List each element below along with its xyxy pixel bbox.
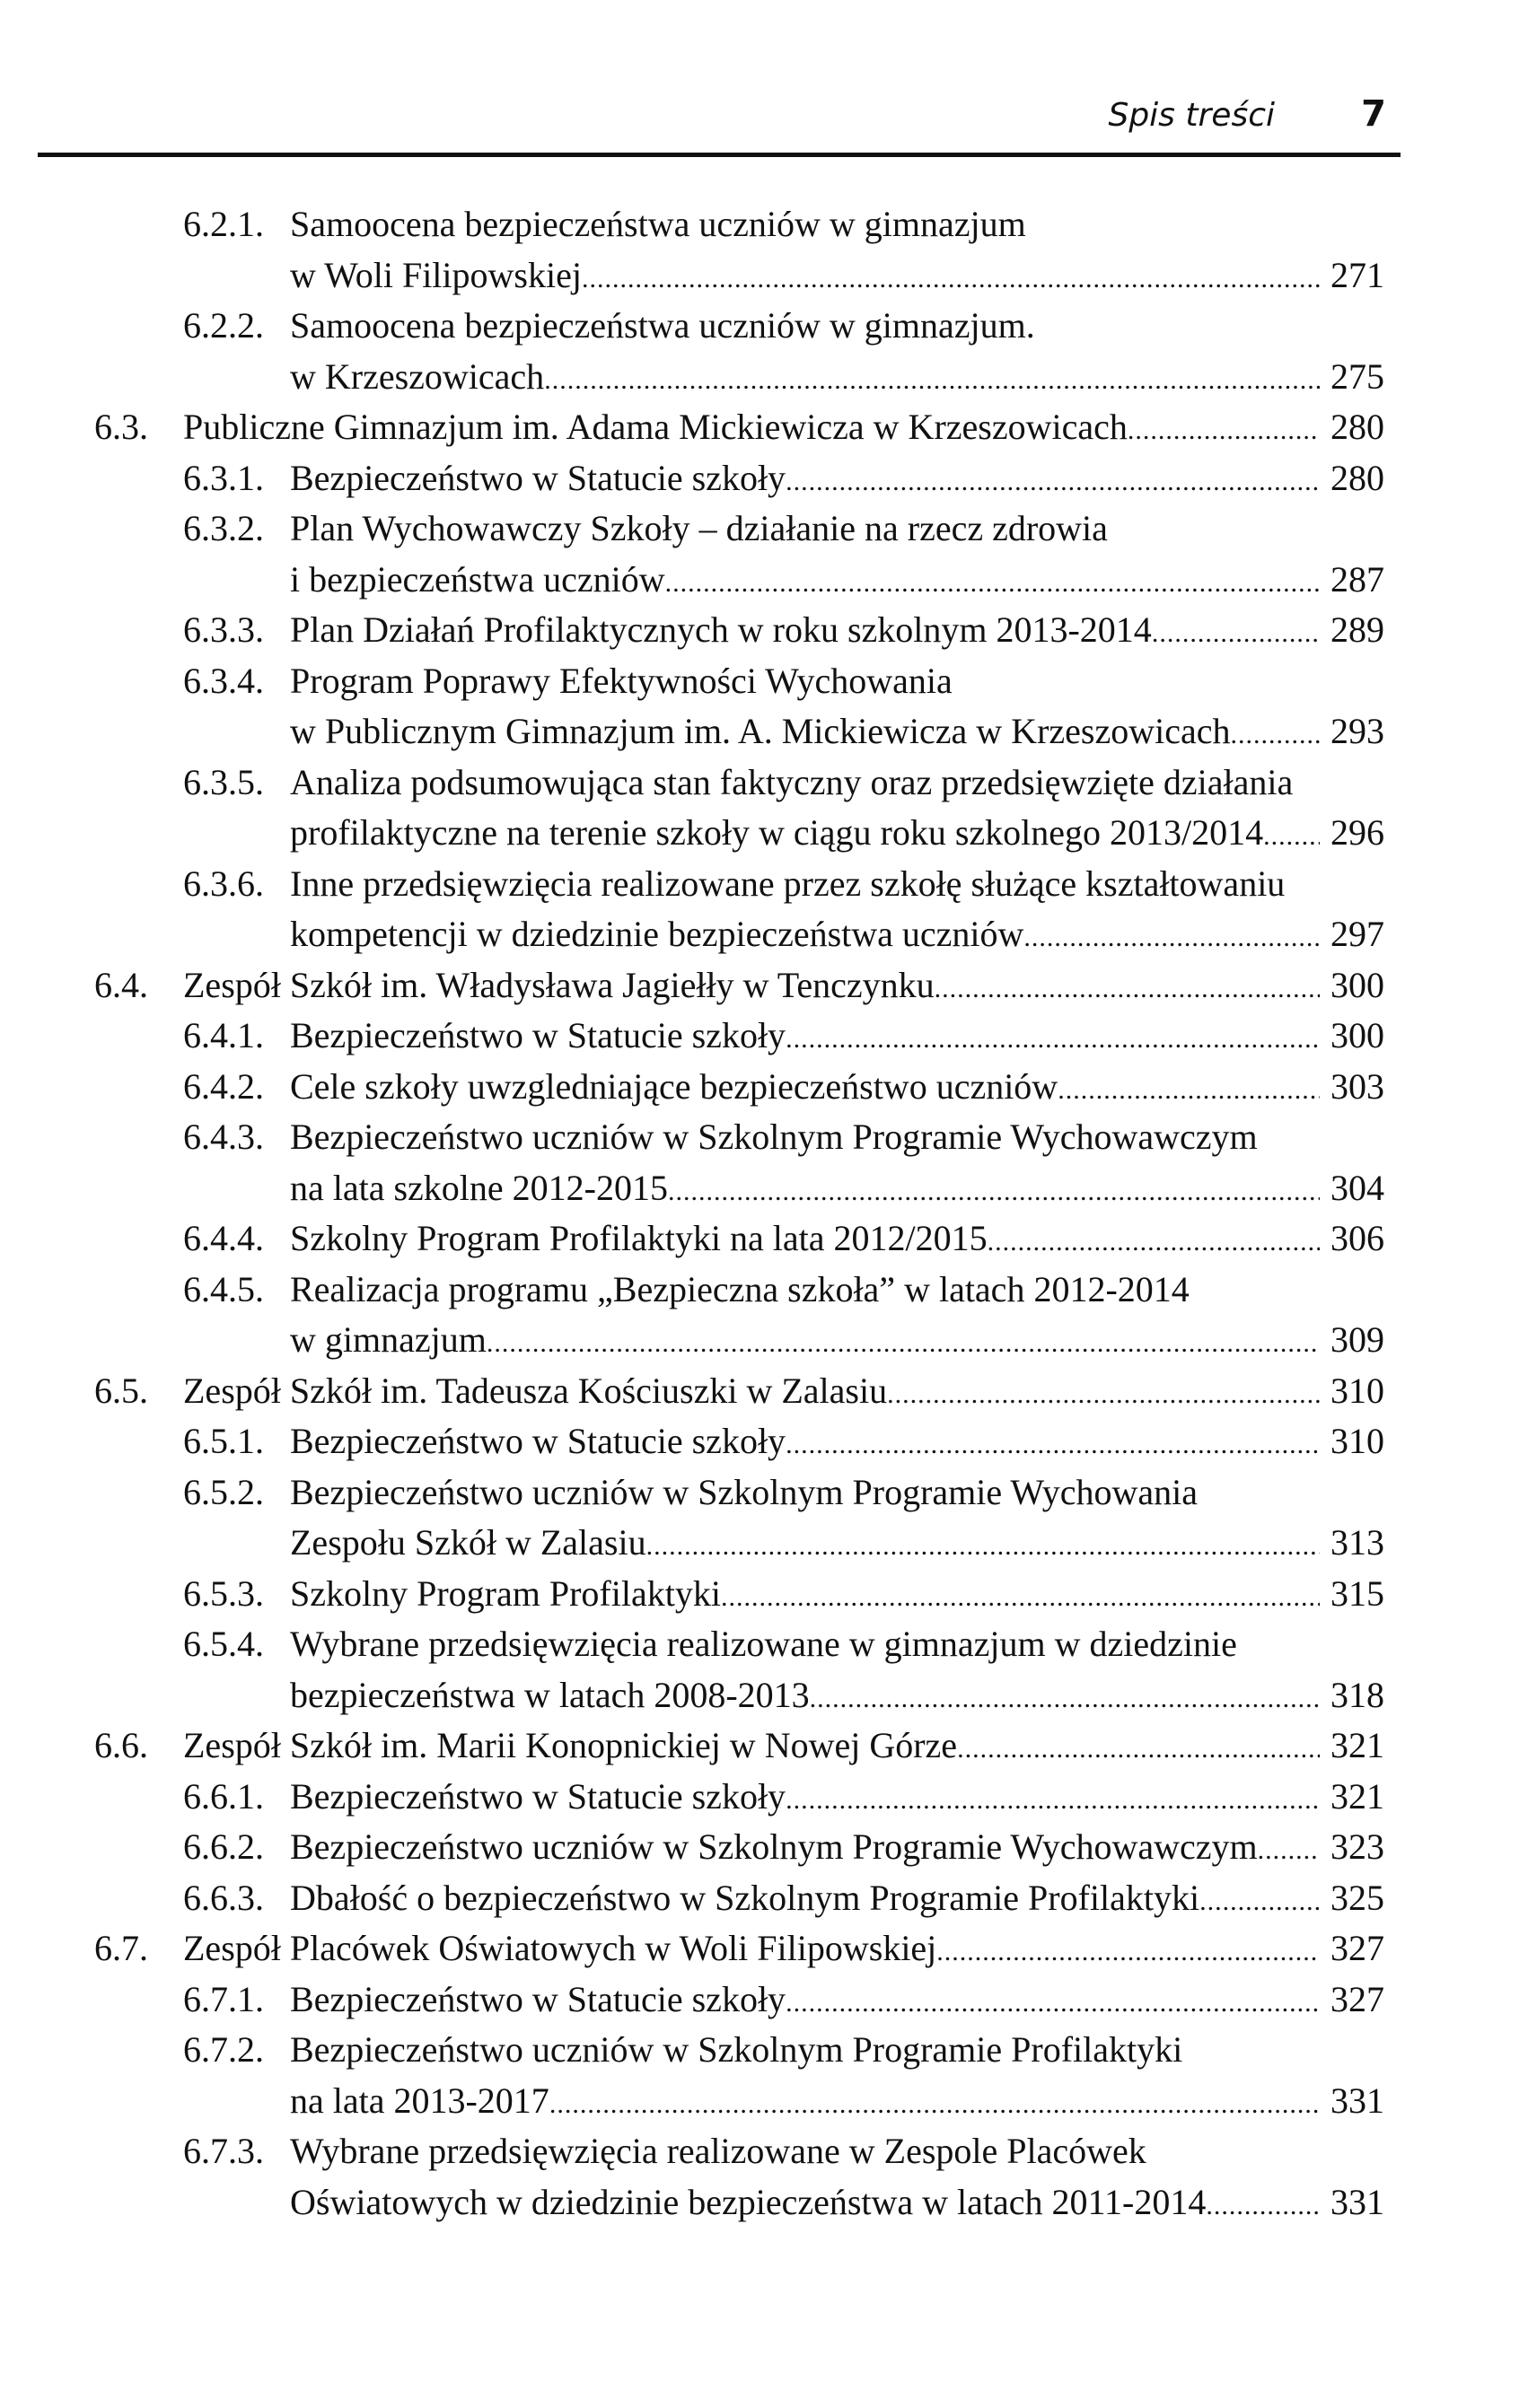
section-number: 6.4.1. bbox=[183, 1015, 264, 1055]
section-title: Bezpieczeństwo w Statucie szkoły bbox=[290, 1775, 786, 1817]
page-ref: 300 bbox=[1320, 1011, 1384, 1062]
page-ref: 296 bbox=[1320, 808, 1384, 859]
toc-entry bbox=[0, 1975, 1528, 2026]
toc-line bbox=[0, 1366, 1528, 1417]
section-title: Analiza podsumowująca stan faktyczny oraz przedsięwzięte działania bbox=[290, 761, 1294, 802]
toc-line bbox=[0, 352, 1528, 403]
section-number: 6.3. bbox=[94, 407, 148, 447]
toc-entry bbox=[0, 1772, 1528, 1823]
toc-line bbox=[0, 909, 1528, 960]
section-title: Zespołu Szkół w Zalasiu bbox=[290, 1522, 646, 1563]
page-ref: 275 bbox=[1320, 352, 1384, 403]
section-number: 6.6. bbox=[94, 1725, 148, 1765]
toc-entry bbox=[0, 1213, 1528, 1265]
dot-leader bbox=[544, 352, 1384, 407]
section-title: Bezpieczeństwo w Statucie szkoły bbox=[290, 1978, 786, 2019]
section-number: 6.5.3. bbox=[183, 1572, 264, 1614]
section-title: na lata szkolne 2012-2015 bbox=[290, 1167, 668, 1208]
dot-leader bbox=[786, 1975, 1384, 2029]
section-number: 6.3.2. bbox=[183, 508, 264, 548]
page-ref: 310 bbox=[1320, 1366, 1384, 1417]
page-ref: 310 bbox=[1320, 1416, 1384, 1467]
section-title: Bezpieczeństwo uczniów w Szkolnym Programie Wychowawczym bbox=[290, 1116, 1258, 1157]
section-title: Bezpieczeństwo uczniów w Szkolnym Programie Profilaktyki bbox=[290, 2029, 1183, 2070]
table-of-contents bbox=[0, 199, 1528, 2228]
section-number: 6.3.4. bbox=[183, 660, 264, 701]
section-title: Bezpieczeństwo w Statucie szkoły bbox=[290, 1421, 786, 1461]
toc-entry bbox=[0, 1873, 1528, 1924]
toc-entry bbox=[0, 656, 1528, 757]
section-number: 6.2.2. bbox=[183, 305, 264, 346]
toc-line bbox=[0, 1112, 1528, 1163]
section-number: 6.5.2. bbox=[183, 1471, 264, 1512]
section-title: Inne przedsięwzięcia realizowane przez szkołę służące kształtowaniu bbox=[290, 863, 1286, 904]
section-number: 6.3.1. bbox=[183, 457, 264, 498]
toc-entry bbox=[0, 1062, 1528, 1113]
toc-entry bbox=[0, 1112, 1528, 1213]
toc-line bbox=[0, 2126, 1528, 2177]
page-ref: 331 bbox=[1320, 2177, 1384, 2228]
dot-leader bbox=[646, 1518, 1384, 1572]
section-title: Plan Działań Profilaktycznych w roku szkolnym 2013-2014 bbox=[290, 609, 1152, 650]
section-number: 6.7.3. bbox=[183, 2131, 264, 2171]
toc-entry bbox=[0, 1416, 1528, 1467]
toc-line bbox=[0, 2177, 1528, 2228]
dot-leader bbox=[786, 1416, 1384, 1471]
toc-entry bbox=[0, 859, 1528, 960]
page-ref: 313 bbox=[1320, 1518, 1384, 1569]
section-number: 6.7.2. bbox=[183, 2029, 264, 2070]
section-title: Oświatowych w dziedzinie bezpieczeństwa w latach 2011-2014 bbox=[290, 2181, 1207, 2222]
toc-entry bbox=[0, 301, 1528, 402]
section-title: Szkolny Program Profilaktyki na lata 2012/2015 bbox=[290, 1218, 988, 1258]
section-number: 6.6.1. bbox=[183, 1775, 264, 1817]
section-title: Cele szkoły uwzgledniające bezpieczeństwo uczniów bbox=[290, 1065, 1058, 1107]
section-number: 6.5.1. bbox=[183, 1421, 264, 1461]
section-title: bezpieczeństwa w latach 2008-2013 bbox=[290, 1674, 810, 1715]
section-title: Program Poprawy Efektywności Wychowania bbox=[290, 660, 953, 701]
toc-line bbox=[0, 1873, 1528, 1924]
section-title: Bezpieczeństwo uczniów w Szkolnym Programie Wychowawczym bbox=[290, 1826, 1258, 1867]
toc-line bbox=[0, 503, 1528, 555]
toc-entry bbox=[0, 1467, 1528, 1569]
page-ref: 309 bbox=[1320, 1315, 1384, 1366]
toc-entry bbox=[0, 1265, 1528, 1366]
page-ref: 323 bbox=[1320, 1822, 1384, 1873]
toc-line bbox=[0, 1011, 1528, 1062]
section-title: Wybrane przedsięwzięcia realizowane w gimnazjum w dziedzinie bbox=[290, 1624, 1237, 1664]
section-number: 6.4.2. bbox=[183, 1065, 264, 1107]
section-number: 6.7. bbox=[94, 1928, 148, 1968]
toc-line bbox=[0, 605, 1528, 656]
page-number: 7 bbox=[1361, 93, 1386, 135]
toc-entry bbox=[0, 453, 1528, 504]
page-ref: 315 bbox=[1320, 1569, 1384, 1620]
toc-entry bbox=[0, 199, 1528, 301]
section-title: w Krzeszowicach bbox=[290, 355, 545, 397]
header-rule bbox=[38, 153, 1401, 157]
dot-leader bbox=[887, 1366, 1384, 1421]
dot-leader bbox=[786, 1011, 1384, 1065]
section-title: Szkolny Program Profilaktyki bbox=[290, 1572, 721, 1614]
section-title: profilaktyczne na terenie szkoły w ciągu roku szkolnego 2013/2014 bbox=[290, 812, 1264, 853]
toc-line bbox=[0, 1670, 1528, 1721]
page-ref: 293 bbox=[1320, 706, 1384, 757]
toc-entry bbox=[0, 1011, 1528, 1062]
toc-line bbox=[0, 453, 1528, 504]
section-title: Zespół Szkół im. Władysława Jagiełły w Tenczynku bbox=[183, 964, 935, 1005]
toc-entry bbox=[0, 1721, 1528, 1772]
toc-entry bbox=[0, 1619, 1528, 1721]
page-ref: 331 bbox=[1320, 2076, 1384, 2127]
toc-line bbox=[0, 1975, 1528, 2026]
toc-line bbox=[0, 1163, 1528, 1214]
toc-entry bbox=[0, 757, 1528, 859]
section-title: i bezpieczeństwa uczniów bbox=[290, 558, 665, 600]
section-number: 6.4.4. bbox=[183, 1218, 264, 1258]
page-ref: 297 bbox=[1320, 909, 1384, 960]
toc-entry bbox=[0, 1366, 1528, 1417]
section-number: 6.3.3. bbox=[183, 609, 264, 650]
section-title: Zespół Placówek Oświatowych w Woli Filipowskiej bbox=[183, 1928, 937, 1968]
toc-line bbox=[0, 2076, 1528, 2127]
section-number: 6.5. bbox=[94, 1370, 148, 1411]
section-title: Dbałość o bezpieczeństwo w Szkolnym Programie Profilaktyki bbox=[290, 1877, 1200, 1918]
toc-line bbox=[0, 2025, 1528, 2076]
page-ref: 289 bbox=[1320, 605, 1384, 656]
section-title: Realizacja programu „Bezpieczna szkoła” w latach 2012-2014 bbox=[290, 1268, 1190, 1309]
toc-line bbox=[0, 1518, 1528, 1569]
dot-leader bbox=[810, 1670, 1384, 1725]
section-title: w Publicznym Gimnazjum im. A. Mickiewicza w Krzeszowicach bbox=[290, 711, 1231, 751]
section-title: Samoocena bezpieczeństwa uczniów w gimnazjum bbox=[290, 204, 1026, 244]
toc-entry bbox=[0, 1923, 1528, 1975]
toc-line bbox=[0, 808, 1528, 859]
toc-entry bbox=[0, 402, 1528, 453]
page-ref: 280 bbox=[1320, 453, 1384, 504]
toc-line bbox=[0, 706, 1528, 757]
toc-entry bbox=[0, 2025, 1528, 2126]
section-title: Publiczne Gimnazjum im. Adama Mickiewicza w Krzeszowicach bbox=[183, 407, 1128, 447]
section-number: 6.4.3. bbox=[183, 1116, 264, 1157]
toc-entry bbox=[0, 605, 1528, 656]
dot-leader bbox=[549, 2076, 1384, 2131]
page-ref: 321 bbox=[1320, 1721, 1384, 1772]
section-title: Zespół Szkół im. Marii Konopnickiej w Nowej Górze bbox=[183, 1725, 958, 1765]
toc-line bbox=[0, 1062, 1528, 1113]
dot-leader bbox=[487, 1315, 1384, 1370]
page-ref: 327 bbox=[1320, 1923, 1384, 1975]
toc-line bbox=[0, 250, 1528, 302]
toc-line bbox=[0, 757, 1528, 809]
dot-leader bbox=[936, 1923, 1384, 1978]
toc-line bbox=[0, 960, 1528, 1011]
toc-line bbox=[0, 1923, 1528, 1975]
section-title: Bezpieczeństwo uczniów w Szkolnym Programie Wychowania bbox=[290, 1471, 1199, 1512]
section-title: Bezpieczeństwo w Statucie szkoły bbox=[290, 457, 786, 498]
section-title: Plan Wychowawczy Szkoły – działanie na rzecz zdrowia bbox=[290, 508, 1108, 548]
page-ref: 318 bbox=[1320, 1670, 1384, 1721]
section-number: 6.6.2. bbox=[183, 1826, 264, 1867]
page-ref: 300 bbox=[1320, 960, 1384, 1011]
toc-line bbox=[0, 1213, 1528, 1265]
toc-line bbox=[0, 1315, 1528, 1366]
toc-line bbox=[0, 1772, 1528, 1823]
toc-line bbox=[0, 1416, 1528, 1467]
section-title: Samoocena bezpieczeństwa uczniów w gimnazjum. bbox=[290, 305, 1035, 346]
section-title: na lata 2013-2017 bbox=[290, 2080, 549, 2121]
toc-entry bbox=[0, 1822, 1528, 1873]
section-title: kompetencji w dziedzinie bezpieczeństwa uczniów bbox=[290, 914, 1024, 954]
page-ref: 321 bbox=[1320, 1772, 1384, 1823]
toc-line bbox=[0, 859, 1528, 910]
toc-line bbox=[0, 1619, 1528, 1670]
page-ref: 306 bbox=[1320, 1213, 1384, 1265]
toc-line bbox=[0, 301, 1528, 352]
section-title: Wybrane przedsięwzięcia realizowane w Zespole Placówek bbox=[290, 2131, 1146, 2171]
section-title: Bezpieczeństwo w Statucie szkoły bbox=[290, 1015, 786, 1055]
section-number: 6.7.1. bbox=[183, 1978, 264, 2019]
section-title: Zespół Szkół im. Tadeusza Kościuszki w Zalasiu bbox=[183, 1370, 888, 1411]
toc-line bbox=[0, 402, 1528, 453]
page-ref: 304 bbox=[1320, 1163, 1384, 1214]
page-ref: 271 bbox=[1320, 250, 1384, 302]
section-title: w gimnazjum bbox=[290, 1319, 487, 1360]
section-title: w Woli Filipowskiej bbox=[290, 254, 582, 295]
toc-line bbox=[0, 1265, 1528, 1316]
page-ref: 325 bbox=[1320, 1873, 1384, 1924]
section-number: 6.5.4. bbox=[183, 1624, 264, 1664]
toc-entry bbox=[0, 1569, 1528, 1620]
dot-leader bbox=[668, 1163, 1384, 1218]
toc-line bbox=[0, 1721, 1528, 1772]
toc-line bbox=[0, 1822, 1528, 1873]
section-number: 6.6.3. bbox=[183, 1877, 264, 1918]
section-number: 6.3.5. bbox=[183, 761, 264, 802]
page-ref: 280 bbox=[1320, 402, 1384, 453]
toc-line bbox=[0, 1467, 1528, 1519]
section-number: 6.2.1. bbox=[183, 204, 264, 244]
dot-leader bbox=[582, 250, 1384, 305]
section-number: 6.4. bbox=[94, 964, 148, 1005]
dot-leader bbox=[786, 1772, 1384, 1826]
page-ref: 303 bbox=[1320, 1062, 1384, 1113]
toc-line bbox=[0, 199, 1528, 250]
toc-entry bbox=[0, 960, 1528, 1011]
toc-line bbox=[0, 555, 1528, 606]
toc-line bbox=[0, 1569, 1528, 1620]
section-number: 6.4.5. bbox=[183, 1268, 264, 1309]
page-ref: 327 bbox=[1320, 1975, 1384, 2026]
dot-leader bbox=[665, 555, 1384, 609]
dot-leader bbox=[935, 960, 1384, 1015]
toc-entry bbox=[0, 503, 1528, 605]
dot-leader bbox=[786, 453, 1384, 508]
running-header-title: Spis treści bbox=[1108, 97, 1275, 134]
dot-leader bbox=[721, 1569, 1384, 1624]
toc-line bbox=[0, 656, 1528, 707]
section-number: 6.3.6. bbox=[183, 863, 264, 904]
toc-entry bbox=[0, 2126, 1528, 2228]
page-ref: 287 bbox=[1320, 555, 1384, 606]
